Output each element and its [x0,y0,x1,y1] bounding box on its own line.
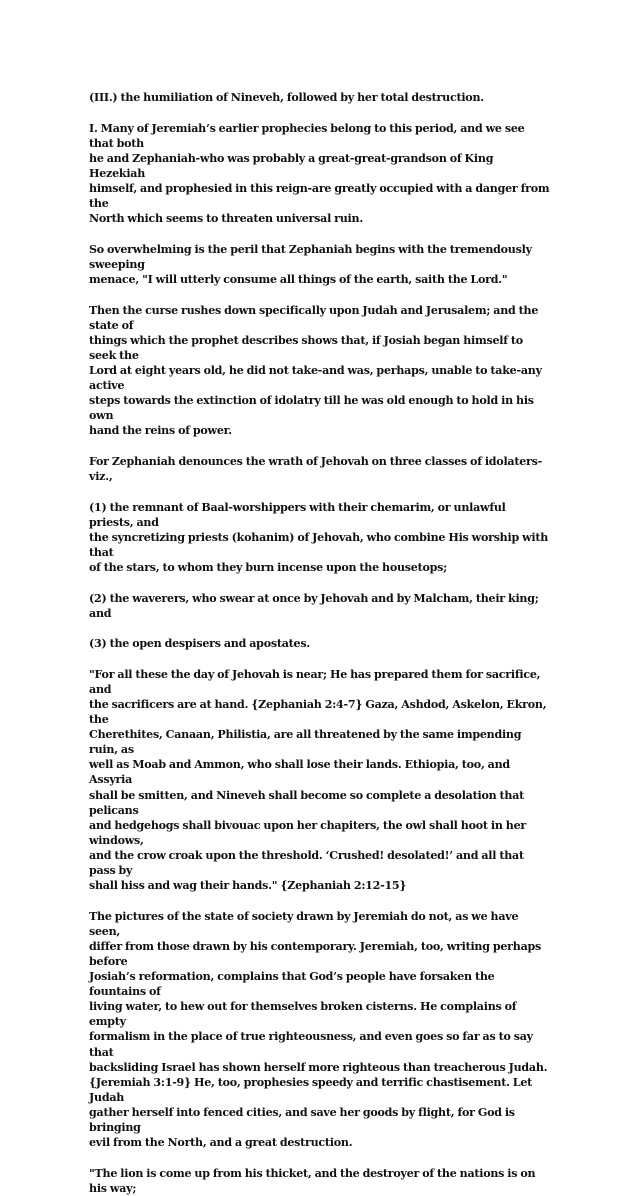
paragraph-nineveh-humiliation: (III.) the humiliation of Nineveh, followed by her total destruction. [89,91,484,104]
paragraph-lion-thicket: "The lion is come up from his thicket, and the destroyer of the nations is on his way; [89,1166,536,1195]
paragraph-baal-worshippers: (1) the remnant of Baal-worshippers with their chemarim, or unlawful priests, and the syncretizing priests (kohanim) of Jehovah, who combine His worship with that of the stars, to whom they burn incense upon the housetops; [89,500,549,574]
paragraph-day-of-jehovah: "For all these the day of Jehovah is near; He has prepared them for sacrifice, and the sacrificers are at hand. {Zephaniah 2:4-7} Gaza, Ashdod, Askelon, Ekron, the Cherethites, Canaan, Philistia, are all threatened by the same impending ruin, as well as Moab and Ammon, who shall lose their lands. Ethiopia, too, and Assyria shall be smitten, and Nineveh shall become so complete a desolation that pelicans and hedgehogs shall bivouac upon her chapiters, the owl shall hoot in her windows, and the crow croak upon the threshold. ‘Crushed! desolated!’ and all that pass by shall hiss and wag their hands." {Zephaniah 2:12-15} [89,667,547,893]
paragraph-state-of-society: The pictures of the state of society drawn by Jeremiah do not, as we have seen, differ from those drawn by his contemporary. Jeremiah, too, writing perhaps before Josiah’s reformation, complains that God’s people have forsaken the fountains of living water, to hew out for themselves broken cisterns. He complains of empty formalism in the place of true righteousness, and even goes so far as to say that backsliding Israel has shown herself more righteous than treacherous Judah. {Jeremiah 3:1-9} He, too, prophesies speedy and terrific chastisement. Let Judah gather herself into fenced cities, and save her goods by flight, for God is bringing evil from the North, and a great destruction. [89,909,548,1150]
paragraph-waverers: (2) the waverers, who swear at once by Jehovah and by Malcham, their king; and [89,591,539,620]
paragraph-despisers: (3) the open despisers and apostates. [89,637,310,651]
paragraph-curse-judah: Then the curse rushes down specifically upon Judah and Jerusalem; and the state of things which the prophet describes shows that, if Josiah began himself to seek the Lord at eight years old, he did not take-and was, perhaps, unable to take-any active steps towards the extinction of idolatry till he was old enough to hold in his own hand the reins of power. [89,303,542,438]
paragraph-three-classes: For Zephaniah denounces the wrath of Jehovah on three classes of idolaters-viz., [89,454,542,483]
paragraph-jeremiah-prophecies: I. Many of Jeremiah’s earlier prophecies belong to this period, and we see that both he and Zephaniah-who was probably a great-great-grandson of King Hezekiah himself, and prophesied in this reign-are greatly occupied with a danger from the North which seems to threaten universal ruin. [89,121,550,226]
paragraph-overwhelming-peril: So overwhelming is the peril that Zephaniah begins with the tremendously sweeping menace, "I will utterly consume all things of the earth, saith the Lord." [89,242,532,286]
